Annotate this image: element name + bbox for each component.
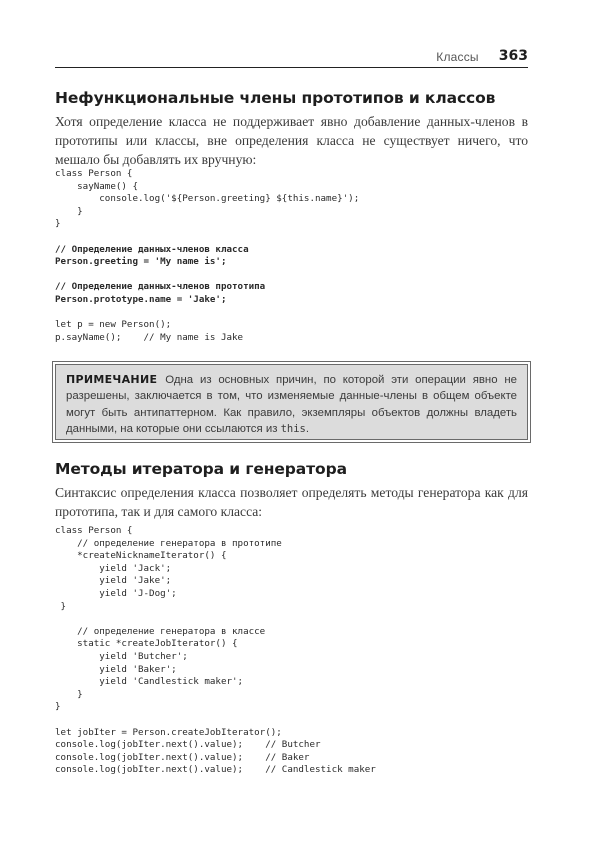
code-line: } [55, 688, 83, 700]
note-box [55, 364, 528, 440]
code-line: // Определение данных-членов класса [55, 243, 249, 255]
code-line: console.log('${Person.greeting} ${this.name}'); [55, 193, 360, 205]
running-header [55, 44, 528, 68]
code-line: console.log(jobIter.next().value); // Candlestick maker [55, 764, 376, 776]
note-code-word: this [280, 423, 306, 436]
chapter-title: Классы [436, 50, 479, 64]
code-line: Person.greeting = 'My name is'; [55, 256, 227, 268]
code-line: // Определение данных-членов прототипа [55, 281, 266, 293]
code-listing-1 [55, 168, 359, 344]
code-line: } [55, 218, 61, 230]
code-line: } [55, 701, 61, 713]
code-line: let p = new Person(); [55, 319, 172, 331]
note-text-end: . [305, 423, 310, 436]
note-text: Одна из основных причин, по которой эти операции явно не разрешены, заключается в том, что изменяемые данные-члены в общем объекте могут быть антипаттерном. Как правило, экземпляры объектов должны владеть данными, на которые они ссылаются из [66, 374, 517, 436]
code-line: // определение генератора в классе [55, 625, 266, 637]
code-line: // определение генератора в прототипе [55, 537, 282, 549]
section-heading-iterator-generator: Методы итератора и генератора [55, 460, 347, 478]
page-number: 363 [498, 48, 528, 64]
code-line: yield 'J-Dog'; [55, 587, 177, 599]
code-line: } [55, 600, 67, 612]
code-line: yield 'Jack'; [55, 562, 172, 574]
code-line: Person.prototype.name = 'Jake'; [55, 293, 227, 305]
code-line: yield 'Butcher'; [55, 650, 188, 662]
code-line: *createNicknameIterator() { [55, 550, 227, 562]
code-line: sayName() { [55, 180, 138, 192]
code-line: class Person { [55, 525, 133, 536]
code-line: static *createJobIterator() { [55, 638, 238, 650]
code-listing-2 [55, 525, 376, 777]
code-line: yield 'Baker'; [55, 663, 177, 675]
section2-paragraph: Синтаксис определения класса позволяет определять методы генератора как для прототипа, так и для самого класса: [55, 485, 528, 520]
note-label: ПРИМЕЧАНИЕ [66, 373, 158, 386]
code-line: class Person { [55, 168, 133, 179]
section-heading-nonfunctional-members: Нефункциональные члены прототипов и классов [55, 89, 496, 107]
section1-paragraph: Хотя определение класса не поддерживает явно добавление данных-членов в прототипы или классы, вне определения класса не существует ничего, что мешало бы добавлять их вручную: [55, 114, 528, 168]
code-line: console.log(jobIter.next().value); // Baker [55, 751, 310, 763]
code-line: yield 'Jake'; [55, 575, 172, 587]
code-line: p.sayName(); // My name is Jake [55, 331, 244, 343]
code-line: yield 'Candlestick maker'; [55, 676, 244, 688]
code-line: } [55, 205, 83, 217]
code-line: let jobIter = Person.createJobIterator(); [55, 726, 282, 738]
code-line: console.log(jobIter.next().value); // Butcher [55, 739, 321, 751]
